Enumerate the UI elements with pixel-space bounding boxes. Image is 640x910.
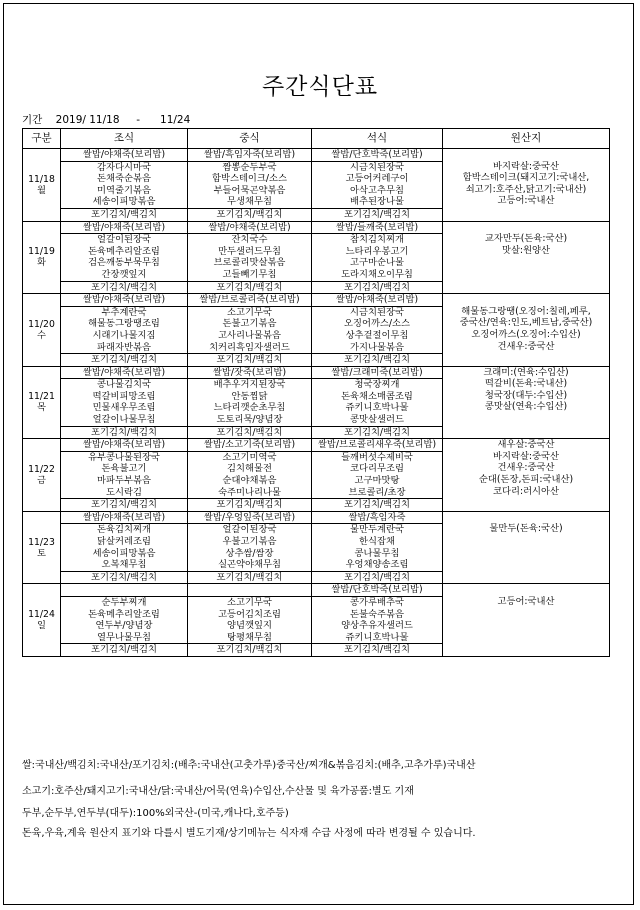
breakfast-item: 유부콩나물된장국 <box>61 451 187 464</box>
dinner-item: 상추겉절이무침 <box>345 329 409 341</box>
breakfast-item: 포기김치/백김치 <box>91 644 157 656</box>
origin-cell <box>443 149 610 222</box>
breakfast-item: 파래자반볶음 <box>61 342 187 355</box>
origin-item: 크래미:(연육:수입산) <box>483 366 569 378</box>
lunch-cell <box>188 366 312 439</box>
dinner-cell <box>312 221 443 294</box>
breakfast-item: 오복채무침 <box>61 559 187 572</box>
breakfast-item: 돈육메추리알조림 <box>88 245 160 257</box>
lunch-item: 순대야채볶음 <box>222 475 277 487</box>
day-label <box>23 584 61 657</box>
breakfast-item: 해물동그랑땡조림 <box>88 318 160 330</box>
breakfast-item: 세송이피망볶음 <box>61 196 187 209</box>
lunch-cell <box>188 294 312 367</box>
footer-note: 쌀:국내산/백김치:국내산/포기김치:(배추:국내산(고춧가루)중국산/찌개&볶음김치:(배추,고추가루)국내산 <box>22 760 476 771</box>
lunch-item: 쌀밥/소고기죽(보리밥) <box>203 439 296 451</box>
origin-item <box>443 207 609 219</box>
day-of-week: 화 <box>37 257 46 269</box>
origin-cell <box>443 294 610 367</box>
lunch-item: 고사리나물볶음 <box>218 329 281 341</box>
day-label <box>23 149 61 222</box>
lunch-item: 실곤약야채무침 <box>188 559 311 572</box>
lunch-item: 무생채무침 <box>188 196 311 209</box>
lunch-item: 김치해물전 <box>227 463 272 475</box>
origin-item <box>443 535 609 547</box>
breakfast-cell <box>61 366 188 439</box>
lunch-item: 쌀밥/우엉잎죽(보리밥) <box>203 511 296 523</box>
origin-item <box>443 280 609 292</box>
origin-item: 오징어까스(오징어:수입산) <box>471 328 581 340</box>
day-row <box>23 294 610 367</box>
breakfast-item: 마파두부볶음 <box>97 475 151 487</box>
origin-item: 교자만두(돈육:국산) <box>484 233 568 245</box>
dinner-cell <box>312 149 443 222</box>
dinner-cell <box>312 366 443 439</box>
lunch-item: 함박스테이크/소스 <box>212 173 287 185</box>
dinner-item: 포기김치/백김치 <box>344 571 410 583</box>
breakfast-item: 세송이피망볶음 <box>92 547 156 559</box>
breakfast-item: 연두부/양념장 <box>95 620 153 632</box>
lunch-item: 숙주미나리나물 <box>188 487 311 500</box>
period-dates: 2019/ 11/18 - 11/24 <box>55 114 191 126</box>
day-row <box>23 221 610 294</box>
dinner-item: 쌀밥/크래미죽(보리밥) <box>331 366 423 378</box>
origin-item: 함박스테이크(돼지고기:국내산, <box>462 172 590 184</box>
lunch-item: 쌀밥/야채죽(보리밥) <box>208 221 291 233</box>
footer-note: 소고기:호주산/돼지고기:국내산/닭:국내산/어묵(연육)수입산,수산물 및 육가공품:별도 기재 <box>22 786 414 797</box>
lunch-item: 쌀밥/잣죽(보리밥) <box>212 366 287 378</box>
breakfast-item: 돈육불고기 <box>101 463 147 475</box>
origin-item <box>443 512 609 524</box>
day-of-week: 목 <box>37 402 46 414</box>
lunch-item: 만두샐러드무침 <box>218 245 281 257</box>
menu-body <box>23 149 610 657</box>
origin-item <box>443 222 609 234</box>
origin-item <box>443 413 609 425</box>
lunch-item: 포기김치/백김치 <box>216 499 283 511</box>
breakfast-item: 간장깻잎지 <box>61 269 187 282</box>
origin-cell <box>443 366 610 439</box>
lunch-item: 도토리묵/양념장 <box>188 414 311 427</box>
header-row <box>23 129 610 149</box>
origin-item <box>443 294 609 306</box>
origin-item <box>443 619 609 631</box>
origin-item: 바지락살:중국산 <box>493 160 559 172</box>
lunch-item: 소고기무국 <box>188 596 311 609</box>
breakfast-item: 열무나물무침 <box>61 632 187 645</box>
dinner-item: 고구마순나물 <box>350 257 404 269</box>
dinner-item: 한식잡채 <box>359 536 395 547</box>
origin-item <box>443 642 609 654</box>
footer-note: 돈육,우육,계육 원산지 표기와 다를시 별도기재/상기메뉴는 식자재 수급 사정에 따라 변경될 수 있습니다. <box>22 828 476 839</box>
day-of-week: 월 <box>37 184 46 196</box>
breakfast-item: 돈육메추리알조림 <box>88 608 160 620</box>
dinner-item: 도라지채오이무침 <box>312 269 442 282</box>
breakfast-item: 포기김치/백김치 <box>91 426 157 438</box>
breakfast-item: 얼갈이나물무침 <box>61 414 187 427</box>
lunch-item: 브로콜리맛살볶음 <box>213 257 286 269</box>
menu-table <box>22 128 610 657</box>
lunch-item: 돈불고기볶음 <box>222 318 277 330</box>
dinner-item: 쌀밥/브로콜리새우죽(보리밥) <box>317 439 437 451</box>
origin-item: 중국산/연육:인도,베트남,중국산) <box>459 317 593 329</box>
lunch-item: 양념깻잎지 <box>227 620 272 632</box>
breakfast-cell <box>61 584 188 657</box>
period-label: 기간 <box>22 114 43 126</box>
lunch-cell <box>188 439 312 512</box>
dinner-item: 콩나물무침 <box>354 547 400 559</box>
dinner-cell <box>312 584 443 657</box>
breakfast-item: 닭살커레조림 <box>97 536 151 547</box>
origin-item: 떡갈비(돈육:국내산) <box>484 378 568 390</box>
day-of-week: 수 <box>37 329 46 341</box>
origin-item: 고등어:국내산 <box>497 195 555 207</box>
dinner-item: 쌀밥/들깨죽(보리밥) <box>335 221 419 233</box>
dinner-item: 들깨버섯수제비국 <box>312 451 442 464</box>
breakfast-item: 부추계란국 <box>61 306 187 319</box>
breakfast-cell <box>61 294 188 367</box>
breakfast-item: 포기김치/백김치 <box>91 208 157 220</box>
lunch-item: 포기김치/백김치 <box>216 354 283 366</box>
breakfast-item: 쌀밥/야채죽(보리밥) <box>82 511 166 523</box>
lunch-cell <box>188 511 312 584</box>
breakfast-item: 쌀밥/야채죽(보리밥) <box>82 149 166 160</box>
day-row <box>23 149 610 222</box>
origin-item: 건새우:중국산 <box>497 340 555 352</box>
origin-cell <box>443 221 610 294</box>
breakfast-cell <box>61 511 188 584</box>
dinner-item: 쥬키니호박나물 <box>345 402 409 414</box>
origin-cell <box>443 584 610 657</box>
origin-item <box>443 608 609 620</box>
lunch-item: 고들빼기무침 <box>188 269 311 282</box>
dinner-item: 포기김치/백김치 <box>344 426 410 438</box>
origin-item: 순대(돈장,돈피:국내산) <box>478 474 574 486</box>
day-row <box>23 366 610 439</box>
breakfast-item: 돈채죽순볶음 <box>97 173 151 185</box>
lunch-item: 쌀밥/브로콜리죽(보리밥) <box>199 294 300 306</box>
breakfast-item: 검은깨동부묵무침 <box>88 257 160 269</box>
dinner-item: 가지나물볶음 <box>312 342 442 355</box>
breakfast-item: 쌀밥/야채죽(보리밥) <box>82 221 166 233</box>
header-origin: 원산지 <box>443 129 610 149</box>
lunch-item: 우불고기볶음 <box>222 536 277 547</box>
breakfast-item: 얼갈이된장국 <box>61 233 187 246</box>
lunch-cell <box>188 221 312 294</box>
footer-note: 두부,순두부,연두부(대두):100%외국산-(미국,캐나다,호주등) <box>22 808 289 819</box>
breakfast-item: 포기김치/백김치 <box>91 354 157 366</box>
origin-item: 맛살:원양산 <box>501 244 551 256</box>
breakfast-item: 쌀밥/야채죽(보리밥) <box>82 294 166 306</box>
dinner-item: 배추된장나물 <box>312 196 442 209</box>
day-label <box>23 221 61 294</box>
origin-item: 고등어:국내산 <box>497 595 555 607</box>
lunch-cell <box>188 584 312 657</box>
breakfast-item: 콩나물김치국 <box>61 378 187 391</box>
breakfast-item: 시래기나물지짐 <box>92 329 156 341</box>
origin-item: 코다리:러시아산 <box>493 485 559 497</box>
breakfast-item: 포기김치/백김치 <box>91 499 157 511</box>
day-label <box>23 439 61 512</box>
day-row <box>23 584 610 657</box>
day-row <box>23 439 610 512</box>
dinner-item: 고등어커레구이 <box>345 173 409 185</box>
dinner-item: 콩가루배추국 <box>312 596 442 609</box>
breakfast-cell <box>61 221 188 294</box>
page-title: 주간식단표 <box>261 74 379 100</box>
dinner-cell <box>312 294 443 367</box>
lunch-item: 느타리깻순초무침 <box>213 402 286 414</box>
lunch-item: 얼갈이된장국 <box>188 523 311 536</box>
dinner-item: 쌀밥/흑임자죽 <box>348 511 406 523</box>
origin-item <box>443 558 609 570</box>
day-label <box>23 366 61 439</box>
dinner-item: 쌀밥/단호박죽(보리밥) <box>331 149 423 160</box>
dinner-cell <box>312 439 443 512</box>
dinner-item: 오징어까스/소스 <box>344 318 410 330</box>
lunch-item: 짬뽕순두부국 <box>188 161 311 174</box>
header-dinner: 석식 <box>312 129 443 149</box>
origin-item <box>443 149 609 161</box>
origin-item: 바지락살:중국산 <box>493 450 559 462</box>
day-date: 11/19 <box>28 246 55 258</box>
day-of-week: 일 <box>37 620 46 632</box>
day-row <box>23 511 610 584</box>
dinner-item: 고구마맛탕 <box>354 475 400 487</box>
breakfast-item: 떡갈비피망조림 <box>92 390 156 402</box>
dinner-item: 쥬키니호박나물 <box>312 632 442 645</box>
lunch-item: 포기김치/백김치 <box>216 208 283 220</box>
dinner-item: 브로콜리/초장 <box>312 487 442 500</box>
breakfast-item: 감자다시마국 <box>61 161 187 174</box>
lunch-item: 상추쌈/쌈장 <box>225 547 274 559</box>
breakfast-item: 민물새우무조림 <box>92 402 156 414</box>
lunch-item: 치커리흑임자샐러드 <box>188 342 311 355</box>
lunch-item: 고등어김치조림 <box>218 608 281 620</box>
day-label <box>23 511 61 584</box>
breakfast-item: 포기김치/백김치 <box>91 571 157 583</box>
lunch-item: 배추우거지된장국 <box>188 378 311 391</box>
lunch-item: 쌀밥/흑임자죽(보리밥) <box>203 149 296 160</box>
day-of-week: 금 <box>37 475 46 487</box>
day-date: 11/22 <box>28 464 55 476</box>
origin-item <box>443 256 609 268</box>
breakfast-item: 쌀밥/야채죽(보리밥) <box>82 439 166 451</box>
dinner-item: 돈불숙주볶음 <box>350 608 404 620</box>
dinner-item: 물만두계란국 <box>312 523 442 536</box>
day-date: 11/24 <box>28 609 55 621</box>
lunch-item: 잔치국수 <box>188 233 311 246</box>
dinner-item: 양상추유자샐러드 <box>341 620 413 632</box>
origin-item <box>443 268 609 280</box>
origin-cell <box>443 511 610 584</box>
dinner-item: 쌀밥/야채죽(보리밥) <box>335 294 419 306</box>
day-label <box>23 294 61 367</box>
breakfast-cell <box>61 439 188 512</box>
lunch-item: 포기김치/백김치 <box>216 281 283 293</box>
dinner-item: 느타리우봉고기 <box>345 245 409 257</box>
origin-item: 새우살:중국산 <box>497 439 555 451</box>
lunch-cell <box>188 149 312 222</box>
origin-item <box>443 631 609 643</box>
lunch-item: 포기김치/백김치 <box>216 426 283 438</box>
breakfast-item: 순두부찌개 <box>61 596 187 609</box>
lunch-item <box>188 584 311 596</box>
origin-item: 물만두(돈육:국산) <box>489 523 563 535</box>
origin-item <box>443 497 609 509</box>
origin-item: 건새우:중국산 <box>497 462 555 474</box>
breakfast-cell <box>61 149 188 222</box>
dinner-item: 쌀밥/단호박죽(보리밥) <box>331 584 423 596</box>
lunch-item: 소고기미역국 <box>188 451 311 464</box>
dinner-item: 우엉채양송조림 <box>312 559 442 572</box>
breakfast-item: 쌀밥/야채죽(보리밥) <box>82 366 166 378</box>
origin-item <box>443 570 609 582</box>
dinner-item: 포기김치/백김치 <box>344 499 410 511</box>
origin-item: 콩맛살(연육:수입산) <box>484 401 568 413</box>
dinner-item: 시금치된장국 <box>312 161 442 174</box>
origin-cell <box>443 439 610 512</box>
day-date: 11/20 <box>28 318 55 330</box>
dinner-item: 코다리무조림 <box>350 463 404 475</box>
dinner-item: 시금치된장국 <box>312 306 442 319</box>
dinner-item: 돈육채소매콤조림 <box>341 390 413 402</box>
breakfast-item: 미역줄기볶음 <box>97 184 151 196</box>
origin-item <box>443 425 609 437</box>
lunch-item: 부들어묵곤약볶음 <box>213 184 286 196</box>
lunch-item: 포기김치/백김치 <box>216 571 283 583</box>
breakfast-item: 돈육김치찌개 <box>61 523 187 536</box>
origin-item: 쇠고기:호주산,닭고기:국내산) <box>465 183 587 195</box>
origin-item <box>443 584 609 596</box>
dinner-item: 청국장찌개 <box>312 378 442 391</box>
header-lunch: 중식 <box>188 129 312 149</box>
dinner-cell <box>312 511 443 584</box>
origin-item: 해물동그랑땡(오징어:칠레,페루, <box>461 305 591 317</box>
day-of-week: 토 <box>37 547 46 559</box>
origin-item <box>443 547 609 559</box>
lunch-item: 안동찜닭 <box>231 390 268 402</box>
header-breakfast: 조식 <box>61 129 188 149</box>
breakfast-item: 도시락김 <box>61 487 187 500</box>
dinner-item: 포기김치/백김치 <box>344 354 410 366</box>
day-date: 11/21 <box>28 391 55 403</box>
origin-item: 청국장(대두:수입산) <box>484 389 568 401</box>
lunch-item: 탕평채무침 <box>188 632 311 645</box>
breakfast-item <box>61 584 187 596</box>
header-category: 구분 <box>23 129 61 149</box>
origin-item <box>443 352 609 364</box>
dinner-item: 아삭고추무침 <box>350 184 404 196</box>
dinner-item: 포기김치/백김치 <box>344 644 410 656</box>
day-date: 11/23 <box>28 536 55 548</box>
dinner-item: 콩맛살샐러드 <box>312 414 442 427</box>
dinner-item: 포기김치/백김치 <box>344 281 410 293</box>
dinner-item: 포기김치/백김치 <box>344 208 410 220</box>
breakfast-item: 포기김치/백김치 <box>91 281 157 293</box>
lunch-item: 포기김치/백김치 <box>216 644 283 656</box>
dinner-item: 참치김치찌개 <box>312 233 442 246</box>
period-row <box>22 112 622 126</box>
lunch-item: 소고기무국 <box>188 306 311 319</box>
day-date: 11/18 <box>28 173 55 185</box>
